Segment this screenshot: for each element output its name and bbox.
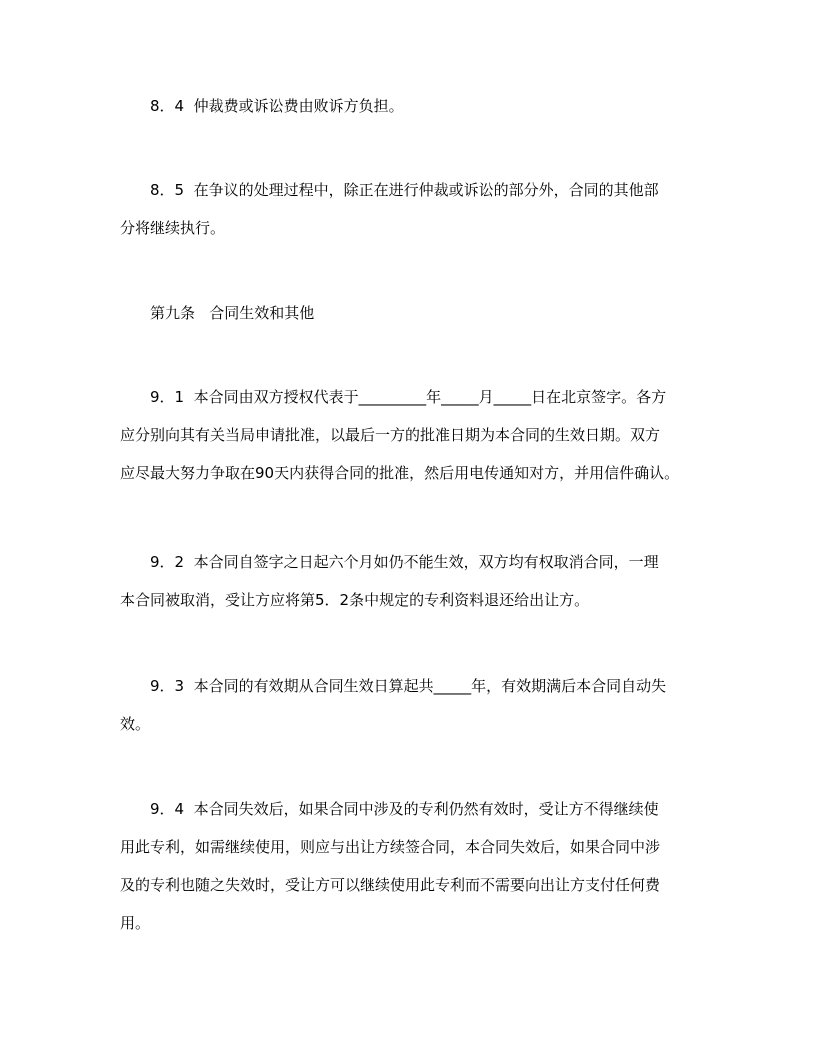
clause-9-4-line-3: 及的专利也随之失效时，受让方可以继续使用此专利而不需要向出让方支付任何费	[120, 876, 661, 894]
clause-8-5-line-2: 分将继续执行。	[120, 219, 226, 237]
clause-8-4-line-1: 8．4 仲裁费或诉讼费由败诉方负担。	[150, 97, 404, 115]
clause-9-4-line-4: 用。	[120, 914, 151, 932]
clause-9-2	[120, 543, 698, 619]
clause-9-3-line-1: 9．3 本合同的有效期从合同生效日算起共_____年，有效期满后本合同自动失	[150, 677, 667, 695]
clause-9-1-line-2: 应分别向其有关当局申请批准，以最后一方的批准日期为本合同的生效日期。双方	[120, 426, 661, 444]
clause-9-1	[120, 378, 698, 492]
article-9-heading	[120, 294, 698, 332]
clause-9-4-line-1: 9．4 本合同失效后，如果合同中涉及的专利仍然有效时，受让方不得继续使	[150, 800, 659, 818]
clause-9-1-line-1: 9．1 本合同由双方授权代表于_________年_____月_____日在北京签字。各方	[150, 388, 667, 406]
clause-9-2-line-1: 9．2 本合同自签字之日起六个月如仍不能生效，双方均有权取消合同，一理	[150, 553, 659, 571]
article-9-heading-text: 第九条 合同生效和其他	[150, 304, 315, 322]
clause-9-3-line-2: 效。	[120, 715, 151, 733]
clause-8-5	[120, 171, 698, 247]
clause-9-4	[120, 790, 698, 942]
clause-9-3	[120, 667, 698, 743]
clause-8-4	[120, 87, 698, 125]
clause-8-5-line-1: 8．5 在争议的处理过程中，除正在进行仲裁或诉讼的部分外，合同的其他部	[150, 181, 659, 199]
clause-9-2-line-2: 本合同被取消，受让方应将第5．2条中规定的专利资料退还给出让方。	[120, 591, 590, 609]
clause-9-4-line-2: 用此专利，如需继续使用，则应与出让方续签合同，本合同失效后，如果合同中涉	[120, 838, 661, 856]
clause-9-1-line-3: 应尽最大努力争取在90天内获得合同的批准，然后用电传通知对方，并用信件确认。	[120, 464, 680, 482]
